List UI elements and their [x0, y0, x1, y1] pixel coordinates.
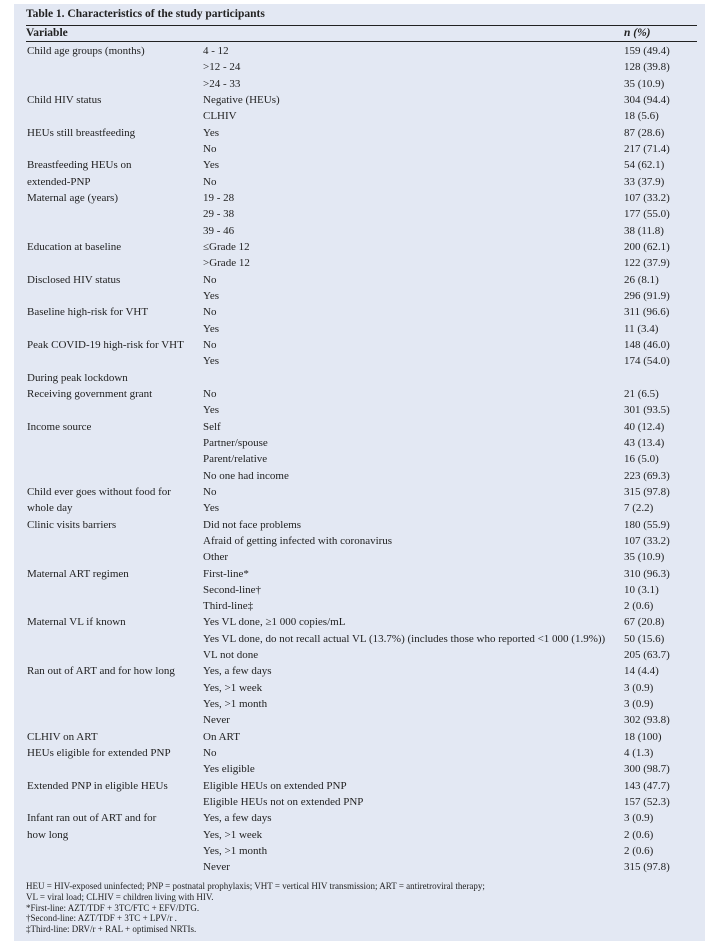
variable-cell: During peak lockdown — [27, 371, 128, 384]
table-row — [26, 517, 697, 533]
table-row — [26, 402, 697, 418]
variable-cell: Child ever goes without food for — [27, 485, 171, 498]
n-cell: 11 (3.4) — [624, 322, 659, 335]
table-row — [26, 190, 697, 206]
n-cell: 107 (33.2) — [624, 534, 670, 547]
n-cell: 50 (15.6) — [624, 632, 665, 645]
table-row — [26, 174, 697, 190]
category-cell: Yes — [203, 126, 220, 139]
table-title: Table 1. Characteristics of the study participants — [26, 8, 265, 20]
n-cell: 205 (63.7) — [624, 649, 670, 662]
category-cell: Yes — [203, 355, 220, 368]
category-cell: No — [203, 273, 217, 286]
category-cell: 29 - 38 — [203, 208, 235, 221]
n-cell: 177 (55.0) — [624, 208, 670, 221]
n-cell: 4 (1.3) — [624, 747, 654, 760]
category-cell: Yes, >1 week — [203, 828, 263, 841]
n-cell: 223 (69.3) — [624, 469, 670, 482]
variable-cell: Child HIV status — [27, 93, 102, 106]
table-row — [26, 370, 697, 386]
n-cell: 174 (54.0) — [624, 355, 670, 368]
n-cell: 311 (96.6) — [624, 306, 670, 319]
n-cell: 21 (6.5) — [624, 387, 659, 400]
category-cell: 4 - 12 — [203, 45, 229, 57]
n-cell: 35 (10.9) — [624, 77, 665, 90]
table-row — [26, 859, 697, 875]
table-row — [26, 631, 697, 647]
category-cell: 19 - 28 — [203, 191, 235, 204]
category-cell: Yes, >1 month — [203, 845, 268, 858]
table-row — [26, 663, 697, 679]
table-row — [26, 582, 697, 598]
header-n: n (%) — [624, 27, 651, 39]
n-cell: 304 (94.4) — [624, 93, 670, 106]
category-cell: Yes eligible — [203, 763, 255, 776]
category-cell: VL not done — [203, 649, 259, 662]
category-cell: Other — [203, 551, 229, 564]
table-row — [26, 255, 697, 271]
table-row — [26, 696, 697, 712]
n-cell: 296 (91.9) — [624, 289, 670, 302]
table-row — [26, 549, 697, 565]
table-row — [26, 239, 697, 255]
footnote: †Second-line: AZT/TDF + 3TC + LPV/r . — [26, 913, 177, 924]
variable-cell: Maternal ART regimen — [27, 567, 129, 580]
category-cell: >12 - 24 — [203, 61, 241, 74]
category-cell: Yes — [203, 289, 220, 302]
table-row — [26, 206, 697, 222]
n-cell: 148 (46.0) — [624, 338, 670, 351]
variable-cell: Breastfeeding HEUs on — [27, 159, 132, 172]
table-header — [26, 27, 697, 42]
header-rule — [26, 41, 697, 42]
category-cell: Afraid of getting infected with coronavirus — [203, 534, 393, 547]
variable-cell: extended-PNP — [27, 175, 91, 188]
category-cell: Self — [203, 420, 221, 433]
n-cell: 38 (11.8) — [624, 224, 664, 237]
n-cell: 159 (49.4) — [624, 45, 670, 57]
table-row — [26, 745, 697, 761]
category-cell: Negative (HEUs) — [203, 93, 280, 106]
table-row — [26, 827, 697, 843]
footnote: HEU = HIV-exposed uninfected; PNP = postnatal prophylaxis; VHT = vertical HIV transmission; ART = antiretroviral therapy; — [26, 881, 485, 891]
variable-cell: HEUs still breastfeeding — [27, 126, 136, 139]
n-cell: 200 (62.1) — [624, 240, 670, 253]
n-cell: 3 (0.9) — [624, 698, 654, 711]
category-cell: Parent/relative — [203, 453, 268, 466]
n-cell: 2 (0.6) — [624, 828, 654, 841]
table-row — [26, 108, 697, 124]
variable-cell: Baseline high-risk for VHT — [27, 306, 149, 319]
n-cell: 157 (52.3) — [624, 796, 670, 809]
n-cell: 128 (39.8) — [624, 61, 670, 74]
table-row — [26, 647, 697, 663]
n-cell: 143 (47.7) — [624, 779, 670, 792]
variable-cell: Receiving government grant — [27, 387, 153, 400]
variable-cell: Clinic visits barriers — [27, 518, 117, 531]
n-cell: 16 (5.0) — [624, 453, 659, 466]
category-cell: CLHIV — [203, 110, 237, 123]
category-cell: Yes — [203, 502, 220, 515]
table-row — [26, 125, 697, 141]
table-body — [26, 43, 697, 876]
variable-cell: Peak COVID-19 high-risk for VHT — [27, 338, 184, 351]
variable-cell: Infant ran out of ART and for — [27, 812, 157, 825]
variable-cell: HEUs eligible for extended PNP — [27, 747, 171, 760]
category-cell: No — [203, 387, 217, 400]
n-cell: 43 (13.4) — [624, 436, 665, 449]
table-row — [26, 288, 697, 304]
table-row — [26, 729, 697, 745]
category-cell: No — [203, 485, 217, 498]
category-cell: Yes, a few days — [203, 665, 272, 678]
category-cell: Yes, >1 month — [203, 698, 268, 711]
variable-cell: CLHIV on ART — [27, 730, 98, 743]
category-cell: Partner/spouse — [203, 436, 268, 449]
table-row — [26, 157, 697, 173]
variable-cell: Disclosed HIV status — [27, 273, 121, 286]
footnote: VL = viral load; CLHIV = children living with HIV. — [26, 891, 214, 902]
category-cell: >24 - 33 — [203, 77, 241, 90]
table-row — [26, 794, 697, 810]
category-cell: Yes, >1 week — [203, 681, 263, 694]
table-row — [26, 223, 697, 239]
table-row — [26, 484, 697, 500]
n-cell: 107 (33.2) — [624, 191, 670, 204]
table-row — [26, 321, 697, 337]
n-cell: 301 (93.5) — [624, 404, 670, 417]
table-row — [26, 141, 697, 157]
category-cell: Did not face problems — [203, 518, 302, 531]
table-row — [26, 712, 697, 728]
n-cell: 7 (2.2) — [624, 502, 654, 515]
category-cell: Yes — [203, 322, 220, 335]
category-cell: ≤Grade 12 — [203, 240, 250, 253]
n-cell: 87 (28.6) — [624, 126, 665, 139]
top-rule — [26, 25, 697, 26]
category-cell: Yes — [203, 404, 220, 417]
variable-cell: whole day — [27, 502, 73, 515]
n-cell: 302 (93.8) — [624, 714, 670, 727]
n-cell: 3 (0.9) — [624, 681, 654, 694]
category-cell: >Grade 12 — [203, 257, 250, 270]
n-cell: 33 (37.9) — [624, 175, 665, 188]
table-row — [26, 353, 697, 369]
category-cell: No — [203, 175, 217, 188]
n-cell: 310 (96.3) — [624, 567, 670, 580]
category-cell: No — [203, 338, 217, 351]
variable-cell: Income source — [27, 420, 92, 433]
variable-cell: Child age groups (months) — [27, 45, 145, 57]
variable-cell: Maternal VL if known — [27, 616, 126, 629]
n-cell: 180 (55.9) — [624, 518, 670, 531]
table-row — [26, 304, 697, 320]
n-cell: 2 (0.6) — [624, 845, 654, 858]
category-cell: Yes VL done, ≥1 000 copies/mL — [203, 616, 346, 629]
table-row — [26, 761, 697, 777]
category-cell: No — [203, 142, 217, 155]
footnote: *First-line: AZT/TDF + 3TC/FTC + EFV/DTG. — [26, 902, 200, 913]
table-row — [26, 533, 697, 549]
category-cell: Eligible HEUs on extended PNP — [203, 779, 347, 792]
n-cell: 315 (97.8) — [624, 485, 670, 498]
category-cell: Third-line‡ — [203, 600, 254, 613]
n-cell: 217 (71.4) — [624, 142, 670, 155]
table-row — [26, 43, 697, 59]
footnote: ‡Third-line: DRV/r + RAL + optimised NRTIs. — [26, 924, 197, 935]
n-cell: 300 (98.7) — [624, 763, 670, 776]
table-panel — [14, 4, 705, 941]
table-row — [26, 272, 697, 288]
n-cell: 2 (0.6) — [624, 600, 654, 613]
table-row — [26, 566, 697, 582]
n-cell: 18 (5.6) — [624, 110, 659, 123]
variable-cell: Ran out of ART and for how long — [27, 665, 175, 678]
category-cell: No one had income — [203, 469, 289, 482]
category-cell: Yes VL done, do not recall actual VL (13.7%) (includes those who reported <1 000 (1.9%)) — [203, 632, 606, 645]
variable-cell: Extended PNP in eligible HEUs — [27, 779, 168, 792]
category-cell: Second-line† — [203, 583, 262, 596]
table-row — [26, 680, 697, 696]
n-cell: 54 (62.1) — [624, 159, 665, 172]
category-cell: No — [203, 306, 217, 319]
footnotes — [26, 881, 485, 935]
category-cell: On ART — [203, 730, 240, 743]
category-cell: Yes — [203, 159, 220, 172]
table-row — [26, 92, 697, 108]
table-row — [26, 810, 697, 826]
category-cell: Never — [203, 714, 230, 727]
variable-cell: Education at baseline — [27, 240, 122, 253]
n-cell: 3 (0.9) — [624, 812, 654, 825]
table-row — [26, 500, 697, 516]
table-row — [26, 614, 697, 630]
category-cell: Yes, a few days — [203, 812, 272, 825]
category-cell: Never — [203, 861, 230, 874]
table-row — [26, 59, 697, 75]
table-row — [26, 778, 697, 794]
table-row — [26, 419, 697, 435]
category-cell: No — [203, 747, 217, 760]
table-row — [26, 451, 697, 467]
n-cell: 35 (10.9) — [624, 551, 665, 564]
n-cell: 18 (100) — [624, 730, 662, 743]
category-cell: First-line* — [203, 567, 249, 580]
variable-cell: how long — [27, 828, 69, 841]
n-cell: 40 (12.4) — [624, 420, 665, 433]
table-row — [26, 337, 697, 353]
table-row — [26, 435, 697, 451]
table-row — [26, 386, 697, 402]
n-cell: 315 (97.8) — [624, 861, 670, 874]
n-cell: 122 (37.9) — [624, 257, 670, 270]
category-cell: Eligible HEUs not on extended PNP — [203, 796, 364, 809]
category-cell: 39 - 46 — [203, 224, 235, 237]
n-cell: 26 (8.1) — [624, 273, 659, 286]
n-cell: 10 (3.1) — [624, 583, 659, 596]
header-variable: Variable — [26, 27, 68, 39]
table-row — [26, 468, 697, 484]
table-row — [26, 843, 697, 859]
variable-cell: Maternal age (years) — [27, 191, 119, 204]
table-row — [26, 598, 697, 614]
n-cell: 67 (20.8) — [624, 616, 665, 629]
n-cell: 14 (4.4) — [624, 665, 659, 678]
table-row — [26, 76, 697, 92]
